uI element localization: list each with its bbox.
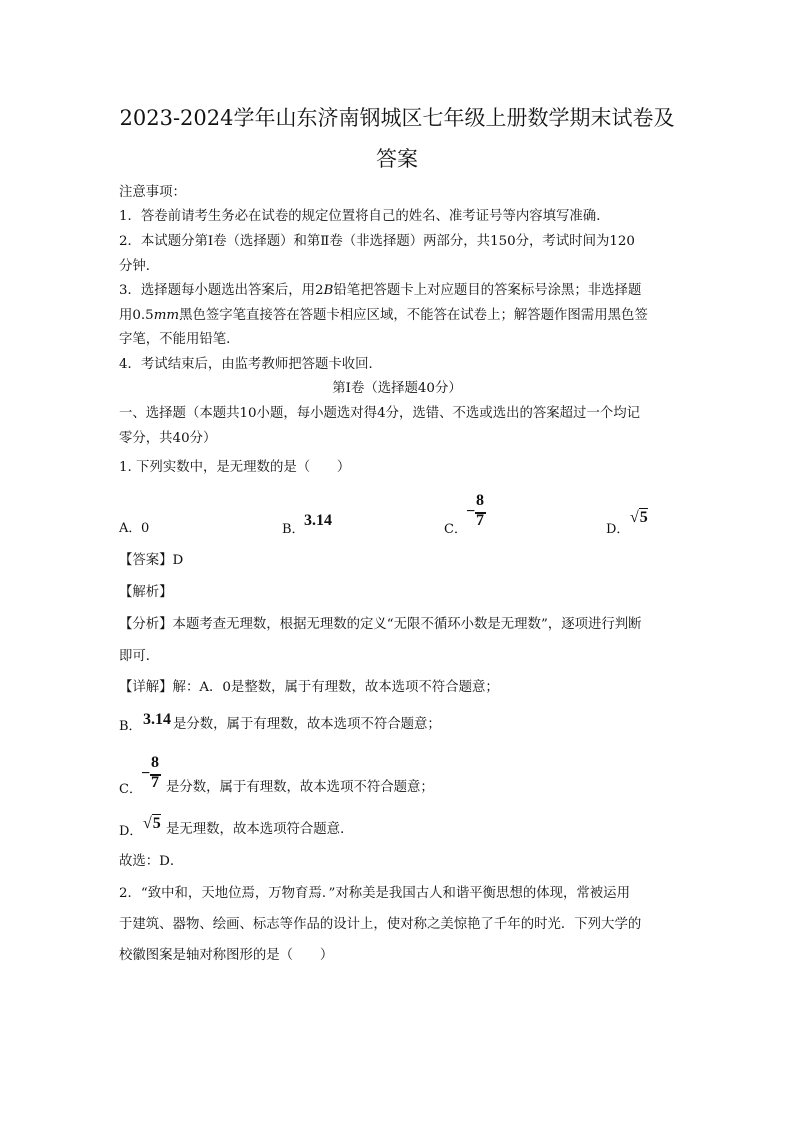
notice-3-pencil-grade: B (323, 283, 334, 298)
notice-item-2-line-2: 分钟． (119, 259, 160, 274)
notice-heading: 注意事项： (119, 185, 186, 200)
notice-3-text-a: 3．选择题每小题选出答案后，用2 (119, 283, 324, 298)
detail-d-sqrt (143, 815, 161, 833)
option-d-root-sign: √ (630, 509, 639, 526)
option-a-value: 0 (141, 521, 150, 536)
notice-3-text-b: 铅笔把答题卡上对应题目的答案标号涂黑；非选择题 (333, 283, 642, 298)
option-d-label: D． (606, 522, 630, 537)
option-c-denominator: 7 (476, 512, 484, 529)
detail-d-text: 是无理数，故本选项符合题意． (166, 822, 354, 837)
analysis-heading: 【解析】 (119, 585, 173, 600)
option-b-value: 3.14 (304, 512, 332, 529)
detail-c-label: C． (119, 782, 142, 797)
question-2-line-1: 2．“致中和，天地位焉，万物育焉．”对称美是我国古人和谐平衡思想的体现，常被运用 (119, 886, 630, 901)
analysis-line-1: 【分析】本题考查无理数，根据无理数的定义“无限不循环小数是无理数”，逐项进行判断 (119, 617, 642, 632)
detail-d-radicand: 5 (152, 815, 161, 832)
notice-item-4: 4．考试结束后，由监考教师把答题卡收回． (119, 357, 382, 372)
detail-c-numerator: 8 (151, 754, 159, 771)
option-c-numerator: 8 (476, 492, 484, 509)
notice-3-text-c: 用0.5 (119, 308, 154, 323)
notice-item-3-line-1 (119, 282, 679, 300)
detail-d-label: D． (119, 824, 143, 839)
detail-c-fraction (141, 754, 165, 796)
analysis-line-2: 即可． (119, 649, 160, 664)
notice-item-1: 1．答卷前请考生务必在试卷的规定位置将自己的姓名、准考证号等内容填写准确． (119, 209, 610, 224)
option-d-sqrt (630, 509, 648, 527)
part-1-instructions-line-2: 零分，共40分） (119, 431, 217, 446)
detail-d-root-sign: √ (143, 815, 152, 832)
option-b-label: B． (282, 522, 305, 537)
detail-b-label: B． (119, 719, 142, 734)
detail-c-minus: − (141, 765, 151, 782)
notice-item-3-line-3: 字笔，不能用铅笔． (119, 332, 240, 347)
notice-3-text-d: 黑色签字笔直接答在答题卡相应区域，不能答在试卷上；解答题作图需用黑色签 (179, 308, 648, 323)
detail-b-value: 3.14 (143, 711, 171, 728)
answer-line: 【答案】D (119, 553, 184, 568)
choose-line: 故选：D． (119, 854, 184, 869)
page-title-line-1: 2023-2024学年山东济南钢城区七年级上册数学期末试卷及 (119, 106, 675, 130)
question-2-line-2: 于建筑、器物、绘画、标志等作品的设计上，使对称之美惊艳了千年的时光．下列大学的 (119, 917, 642, 932)
option-a-label: A． (119, 521, 142, 536)
detail-c-text: 是分数，属于有理数，故本选项不符合题意； (166, 780, 434, 795)
page-title-line-2: 答案 (376, 147, 418, 171)
section-1-title: 第Ⅰ卷（选择题40分） (332, 381, 462, 396)
notice-item-2-line-1: 2．本试题分第Ⅰ卷（选择题）和第Ⅱ卷（非选择题）两部分，共150分，考试时间为120 (119, 234, 635, 249)
detail-line-a: 【详解】解：A．0是整数，属于有理数，故本选项不符合题意； (119, 680, 499, 695)
option-d-radicand: 5 (639, 509, 648, 526)
part-1-instructions-line-1: 一、选择题（本题共10小题，每小题选对得4分，选错、不选或选出的答案超过一个均记 (119, 406, 641, 421)
notice-3-unit: mm (153, 308, 180, 323)
notice-item-3-line-2 (119, 307, 679, 325)
option-c-minus: − (466, 503, 476, 520)
option-c-label: C． (444, 522, 467, 537)
option-c-fraction (466, 492, 490, 534)
detail-b-text: 是分数，属于有理数，故本选项不符合题意； (173, 717, 441, 732)
detail-c-denominator: 7 (151, 774, 159, 791)
question-1-stem: 1. 下列实数中，是无理数的是（ ） (119, 460, 351, 475)
question-2-line-3: 校徽图案是轴对称图形的是（ ） (119, 948, 334, 963)
